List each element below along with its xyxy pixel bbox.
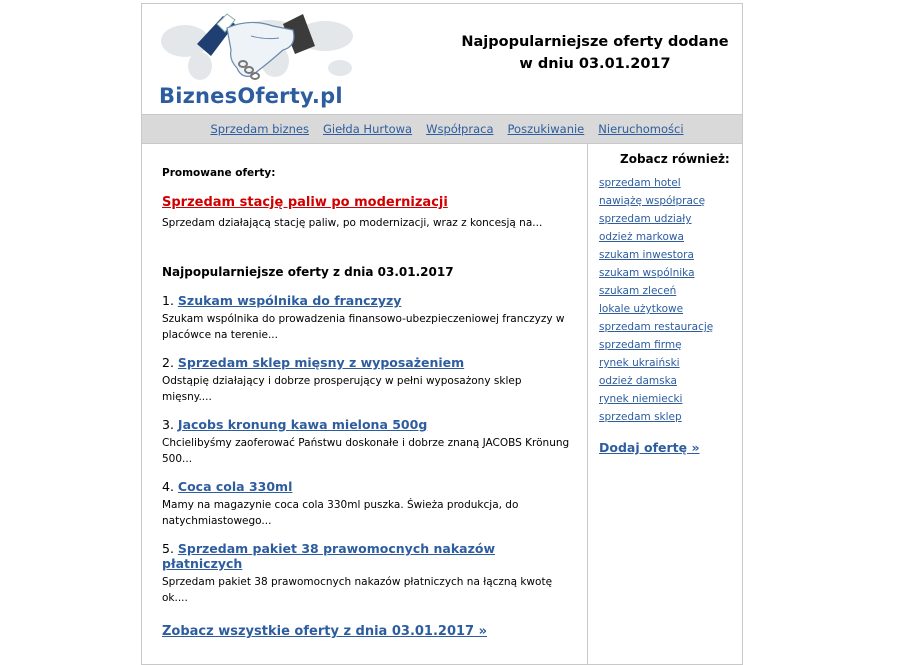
offer-title-link[interactable]: Szukam wspólnika do franczyzy (177, 293, 402, 308)
sidebar-link[interactable]: rynek ukraiński (599, 357, 680, 369)
sidebar-link[interactable]: sprzedam udziały (599, 213, 692, 225)
promo-offer-link[interactable]: Sprzedam stację paliw po modernizacji (162, 195, 448, 210)
page-title-line1: Najpopularniejsze oferty dodane (461, 34, 729, 50)
sidebar-link[interactable]: sprzedam hotel (599, 177, 681, 189)
sidebar-link[interactable]: sprzedam sklep (599, 411, 682, 423)
nav-item-nieruchomosci[interactable]: Nieruchomości (598, 122, 684, 136)
offer-description: Odstąpię działający i dobrze prosperujący w pełni wyposażony sklep mięsny.... (162, 375, 522, 403)
sidebar-link[interactable]: szukam wspólnika (599, 267, 695, 279)
list-item (162, 479, 572, 529)
sidebar-link[interactable]: odzież markowa (599, 231, 684, 243)
nav-item-poszukiwanie[interactable]: Poszukiwanie (507, 122, 585, 136)
sidebar-link[interactable]: lokale użytkowe (599, 303, 684, 315)
sidebar-link[interactable]: nawiążę współpracę (599, 195, 706, 207)
offer-title-link[interactable]: Sprzedam pakiet 38 prawomocnych nakazów płatniczych (162, 541, 495, 571)
offer-number: 5. (162, 541, 174, 556)
main-nav (142, 114, 742, 144)
offer-description: Szukam wspólnika do prowadzenia finansowo-ubezpieczeniowej franczyzy w placówce na terenie... (162, 313, 565, 341)
sidebar-link[interactable]: rynek niemiecki (599, 393, 683, 405)
offer-description: Mamy na magazynie coca cola 330ml puszka. Świeża produkcja, do natychmiastowego... (162, 499, 519, 527)
offer-description: Chcielibyśmy zaoferować Państwu doskonałe i dobrze znaną JACOBS Krönung 500... (162, 437, 570, 465)
logo-text: BiznesOferty.pl (159, 84, 343, 108)
promo-label: Promowane oferty: (162, 167, 276, 179)
handshake-logo-icon (155, 6, 365, 86)
offer-number: 3. (162, 417, 174, 432)
header (142, 4, 742, 114)
list-item (162, 541, 572, 606)
page-title-line2: w dniu 03.01.2017 (519, 56, 671, 72)
offer-description: Sprzedam pakiet 38 prawomocnych nakazów płatniczych na łączną kwotę ok.... (162, 576, 553, 604)
sidebar-link[interactable]: sprzedam firmę (599, 339, 682, 351)
sidebar-links (599, 174, 713, 426)
offers-heading: Najpopularniejsze oferty z dnia 03.01.2017 (162, 265, 454, 279)
offer-number: 1. (162, 293, 174, 308)
main-column (142, 144, 588, 664)
sidebar-title: Zobacz również: (620, 152, 730, 166)
list-item (162, 417, 572, 467)
nav-item-wspolpraca[interactable]: Współpraca (426, 122, 494, 136)
offer-number: 2. (162, 355, 174, 370)
offer-number: 4. (162, 479, 174, 494)
sidebar-link[interactable]: sprzedam restaurację (599, 321, 714, 333)
offer-title-link[interactable]: Sprzedam sklep mięsny z wyposażeniem (177, 355, 465, 370)
add-offer-link[interactable]: Dodaj ofertę » (599, 440, 700, 455)
page-title (404, 31, 786, 75)
sidebar-link[interactable]: odzież damska (599, 375, 677, 387)
page-frame (141, 3, 743, 665)
promo-offer-description: Sprzedam działającą stację paliw, po modernizacji, wraz z koncesją na... (162, 217, 543, 229)
logo[interactable] (155, 6, 365, 110)
list-item (162, 355, 572, 405)
nav-item-gielda-hurtowa[interactable]: Giełda Hurtowa (322, 122, 413, 136)
sidebar-link[interactable]: szukam inwestora (599, 249, 694, 261)
offer-title-link[interactable]: Jacobs kronung kawa mielona 500g (177, 417, 428, 432)
offer-title-link[interactable]: Coca cola 330ml (177, 479, 293, 494)
nav-item-sprzedam-biznes[interactable]: Sprzedam biznes (210, 122, 309, 136)
list-item (162, 293, 572, 343)
all-offers-link[interactable]: Zobacz wszystkie oferty z dnia 03.01.2017 » (162, 624, 488, 639)
sidebar-link[interactable]: szukam zleceń (599, 285, 677, 297)
